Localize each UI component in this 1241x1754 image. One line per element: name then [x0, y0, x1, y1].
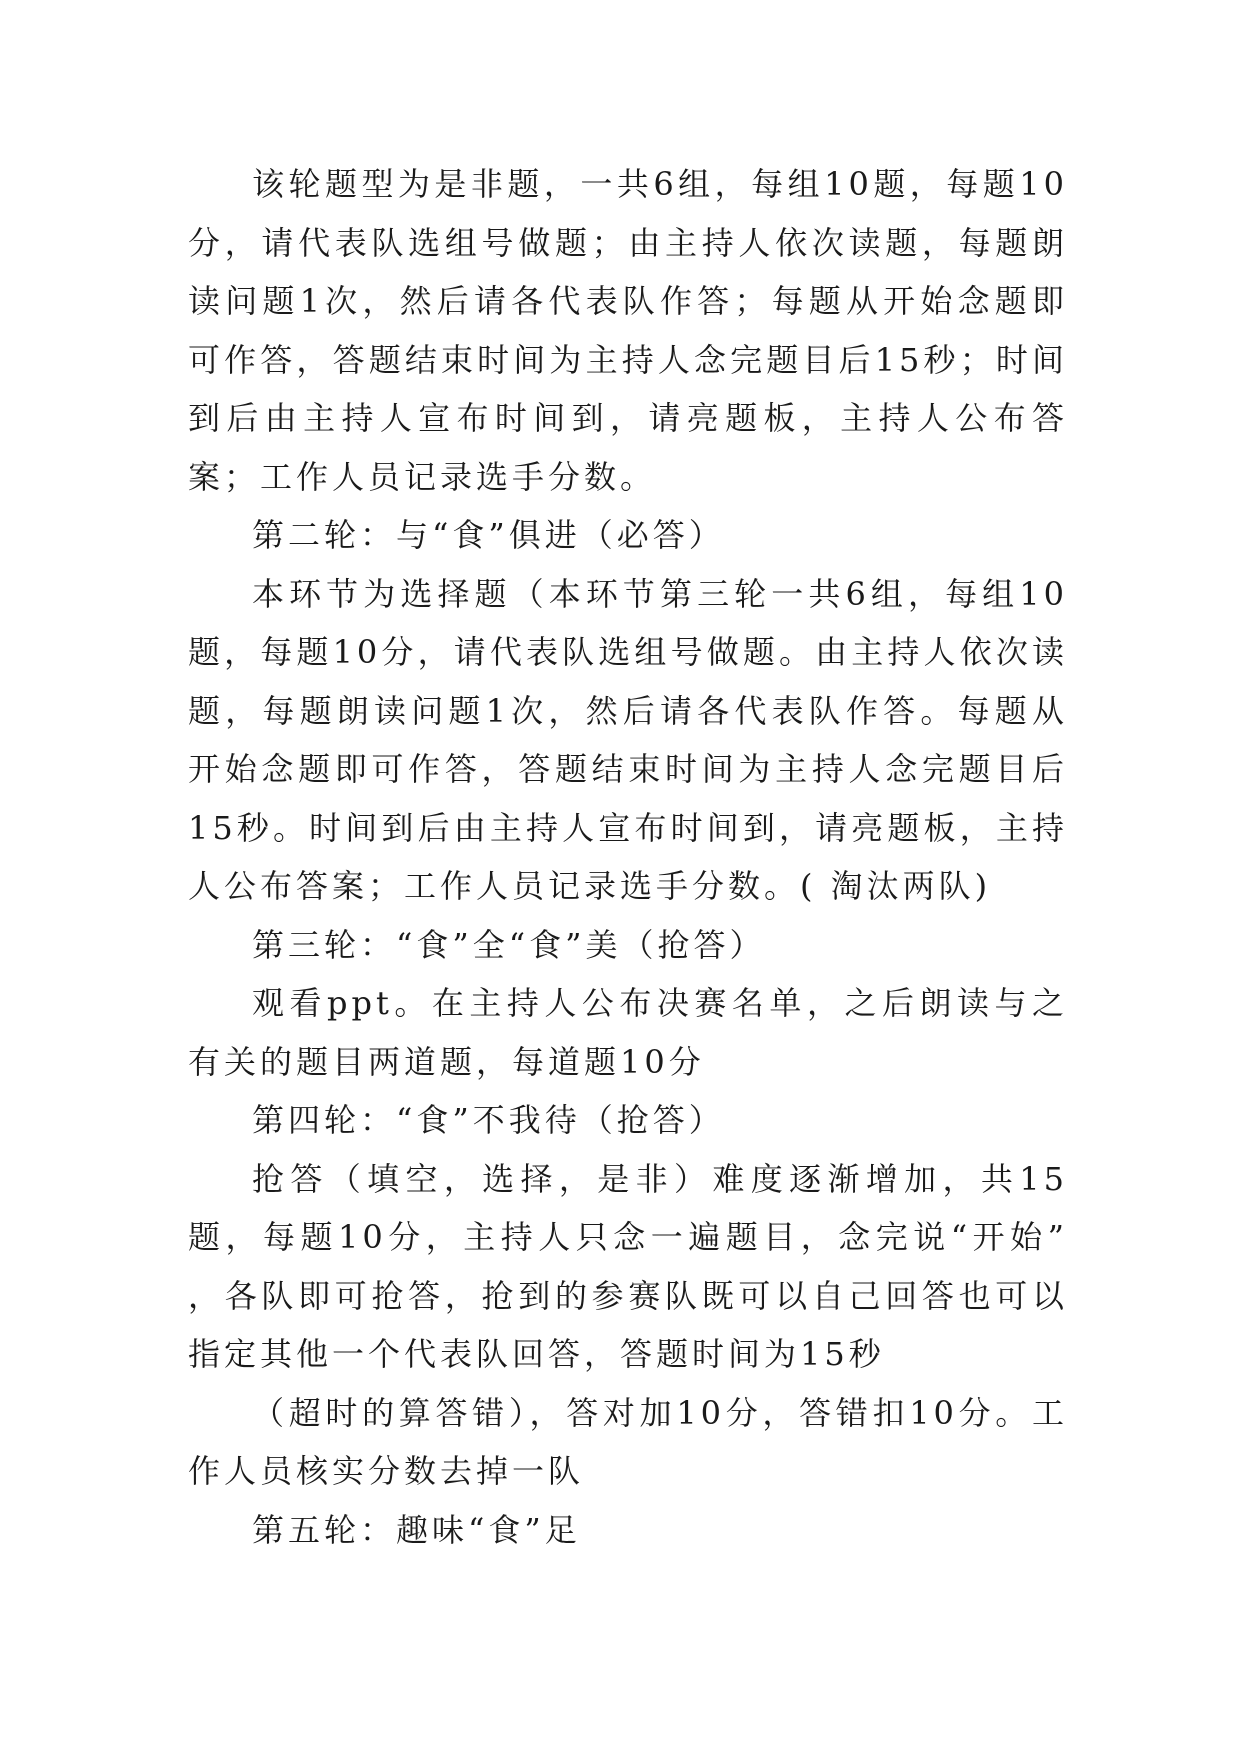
paragraph-round1-rules: 该轮题型为是非题，一共6组，每组10题，每题10分，请代表队选组号做题；由主持人依次读题，每题朗读问题1次，然后请各代表队作答；每题从开始念题即可作答，答题结束时间为主持人念完题目后15秒；时间到后由主持人宣布时间到，请亮题板，主持人公布答案；工作人员记录选手分数。: [188, 165, 1068, 496]
paragraph-round3-rules: 观看ppt。在主持人公布决赛名单，之后朗读与之有关的题目两道题，每道题10分: [188, 984, 1068, 1081]
paragraph-round4-scoring: （超时的算答错），答对加10分，答错扣10分。工作人员核实分数去掉一队: [188, 1393, 1068, 1490]
heading-round2: 第二轮：与“食”俱进（必答）: [252, 516, 725, 554]
paragraph-round2-rules: 本环节为选择题（本环节第三轮一共6组，每组10题，每题10分，请代表队选组号做题。由主持人依次读题，每题朗读问题1次，然后请各代表队作答。每题从开始念题即可作答，答题结束时间为主持人念完题目后15秒。时间到后由主持人宣布时间到，请亮题板，主持人公布答案；工作人员记录选手分数。( 淘汰两队): [188, 574, 1068, 905]
heading-round3: 第三轮：“食”全“食”美（抢答）: [252, 925, 766, 964]
paragraph-round4-rules: 抢答（填空，选择，是非）难度逐渐增加，共15题，每题10分，主持人只念一遍题目，念完说“开始” ，各队即可抢答，抢到的参赛队既可以自己回答也可以指定其他一个代表队回答，答题时间为15秒: [188, 1159, 1068, 1373]
heading-round4: 第四轮：“食”不我待（抢答）: [252, 1101, 725, 1139]
heading-round5: 第五轮：趣味“食”足: [252, 1510, 581, 1549]
document-body: [188, 155, 1068, 1559]
